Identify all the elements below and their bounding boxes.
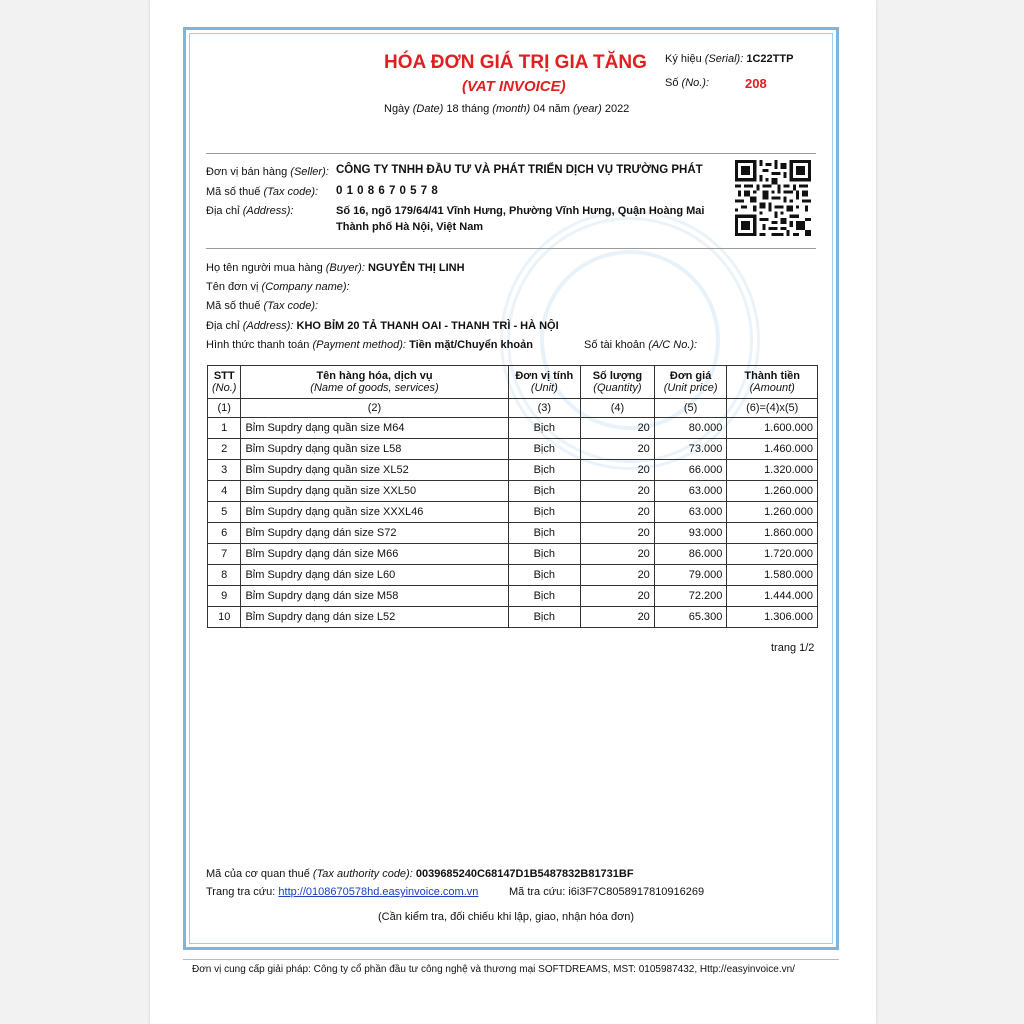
item-unit-price: 63.000 [654,481,727,502]
item-quantity: 20 [581,586,655,607]
item-name: Bỉm Supdry dạng dán size L60 [241,565,508,586]
item-name: Bỉm Supdry dạng quần size M64 [241,418,508,439]
invoice-number: 208 [745,76,767,91]
item-name: Bỉm Supdry dạng dán size S72 [241,523,508,544]
item-unit: Bịch [508,418,581,439]
item-name: Bỉm Supdry dạng quần size L58 [241,439,508,460]
header-no: STT (No.) [208,366,241,399]
items-table [207,365,818,628]
row-number: 8 [208,565,241,586]
row-number: 9 [208,586,241,607]
item-quantity: 20 [581,418,655,439]
row-number: 4 [208,481,241,502]
tax-authority-code: 0039685240C68147D1B5487832B81731BF [415,868,634,880]
item-quantity: 20 [581,481,655,502]
row-number: 2 [208,439,241,460]
invoice-subtitle: (VAT INVOICE) [462,78,566,95]
page-number: trang 1/2 [771,642,815,654]
verification-note: (Cần kiểm tra, đối chiếu khi lập, giao, nhận hóa đơn) [378,911,635,923]
payment-method-row: Hình thức thanh toán (Payment method): Tiền mặt/Chuyển khoản [206,339,533,351]
row-number: 3 [208,460,241,481]
item-unit: Bịch [508,523,581,544]
item-unit: Bịch [508,586,581,607]
item-unit: Bịch [508,607,581,628]
item-quantity: 20 [581,544,655,565]
table-row [208,481,818,502]
item-amount: 1.260.000 [727,502,818,523]
item-amount: 1.306.000 [727,607,818,628]
buyer-address: KHO BỈM 20 TẢ THANH OAI - THANH TRÌ - HÀ NỘI [296,320,559,332]
table-row [208,418,818,439]
table-row [208,586,818,607]
table-header-row [208,366,818,399]
item-amount: 1.580.000 [727,565,818,586]
account-number-row: Số tài khoản (A/C No.): [584,339,698,351]
table-row [208,607,818,628]
lookup-code: i6i3F7C8058917810916269 [568,886,705,898]
item-quantity: 20 [581,607,655,628]
item-unit-price: 79.000 [654,565,727,586]
item-name: Bỉm Supdry dạng dán size L52 [241,607,508,628]
provider-info: Đơn vị cung cấp giải pháp: Công ty cổ phần đầu tư công nghệ và thương mại SOFTDREAMS, MST: 0105987432, Http://easyinvoice.vn/ [192,964,795,975]
row-number: 1 [208,418,241,439]
item-quantity: 20 [581,502,655,523]
qr-code-icon [735,160,811,236]
item-quantity: 20 [581,523,655,544]
item-unit-price: 63.000 [654,502,727,523]
header-name: Tên hàng hóa, dịch vụ (Name of goods, services) [241,366,508,399]
divider [206,248,816,249]
seller-address-label: Địa chỉ (Address): [206,205,294,217]
seller-address-line2: Thành phố Hà Nội, Việt Nam [336,221,484,233]
header-unit: Đơn vị tính (Unit) [508,366,581,399]
item-amount: 1.444.000 [727,586,818,607]
table-index-row: (1) (2) (3) (4) (5) (6)=(4)x(5) [208,399,818,418]
item-amount: 1.460.000 [727,439,818,460]
item-unit: Bịch [508,460,581,481]
invoice-date: Ngày (Date) 18 tháng (month) 04 năm (year) 2022 [384,103,630,115]
row-number: 6 [208,523,241,544]
item-amount: 1.320.000 [727,460,818,481]
row-number: 5 [208,502,241,523]
item-name: Bỉm Supdry dạng quần size XXXL46 [241,502,508,523]
buyer-company-row: Tên đơn vị (Company name): [206,281,350,293]
table-row [208,544,818,565]
buyer-tax-row: Mã số thuế (Tax code): [206,300,319,312]
header-unit-price: Đơn giá (Unit price) [654,366,727,399]
item-unit: Bịch [508,565,581,586]
lookup-row: Trang tra cứu: http://0108670578hd.easyinvoice.com.vn [206,886,479,898]
item-amount: 1.720.000 [727,544,818,565]
invoice-title: HÓA ĐƠN GIÁ TRỊ GIA TĂNG [384,52,647,73]
seller-tax-code: 0 1 0 8 6 7 0 5 7 8 [336,185,439,197]
item-unit: Bịch [508,502,581,523]
item-quantity: 20 [581,460,655,481]
serial-value: 1C22TTP [746,53,794,65]
item-unit: Bịch [508,439,581,460]
item-unit-price: 86.000 [654,544,727,565]
item-amount: 1.860.000 [727,523,818,544]
seller-name-label: Đơn vị bán hàng (Seller): [206,166,329,178]
lookup-link[interactable]: http://0108670578hd.easyinvoice.com.vn [278,886,479,898]
row-number: 10 [208,607,241,628]
seller-name: CÔNG TY TNHH ĐẦU TƯ VÀ PHÁT TRIỂN DỊCH VỤ TRƯỜNG PHÁT [336,164,703,176]
item-amount: 1.600.000 [727,418,818,439]
item-amount: 1.260.000 [727,481,818,502]
divider [206,153,816,154]
item-unit-price: 66.000 [654,460,727,481]
table-row [208,565,818,586]
seller-tax-label: Mã số thuế (Tax code): [206,186,319,198]
item-name: Bỉm Supdry dạng dán size M58 [241,586,508,607]
item-unit-price: 93.000 [654,523,727,544]
item-unit: Bịch [508,481,581,502]
item-unit-price: 73.000 [654,439,727,460]
item-name: Bỉm Supdry dạng quần size XXL50 [241,481,508,502]
table-row [208,439,818,460]
table-row [208,502,818,523]
item-unit-price: 80.000 [654,418,727,439]
payment-method: Tiền mặt/Chuyển khoản [409,339,533,351]
item-unit: Bịch [508,544,581,565]
item-unit-price: 65.300 [654,607,727,628]
item-name: Bỉm Supdry dạng dán size M66 [241,544,508,565]
item-unit-price: 72.200 [654,586,727,607]
header-quantity: Số lượng (Quantity) [581,366,655,399]
row-number: 7 [208,544,241,565]
serial-row: Ký hiệu (Serial): 1C22TTP [665,53,794,65]
item-quantity: 20 [581,439,655,460]
table-row [208,460,818,481]
seller-address-line1: Số 16, ngõ 179/64/41 Vĩnh Hưng, Phường Vĩnh Hưng, Quận Hoàng Mai [336,205,705,217]
item-name: Bỉm Supdry dạng quần size XL52 [241,460,508,481]
number-label: Số (No.): [665,77,710,89]
divider [183,959,839,960]
buyer-name: NGUYỄN THỊ LINH [367,262,465,274]
header-amount: Thành tiền (Amount) [727,366,818,399]
table-row [208,523,818,544]
lookup-code-row: Mã tra cứu: i6i3F7C8058917810916269 [509,886,705,898]
buyer-name-row: Họ tên người mua hàng (Buyer): NGUYỄN THỊ LINH [206,262,465,274]
tax-authority-row: Mã của cơ quan thuế (Tax authority code): 0039685240C68147D1B5487832B81731BF [206,868,634,880]
item-quantity: 20 [581,565,655,586]
buyer-address-row: Địa chỉ (Address): KHO BỈM 20 TẢ THANH OAI - THANH TRÌ - HÀ NỘI [206,320,559,332]
